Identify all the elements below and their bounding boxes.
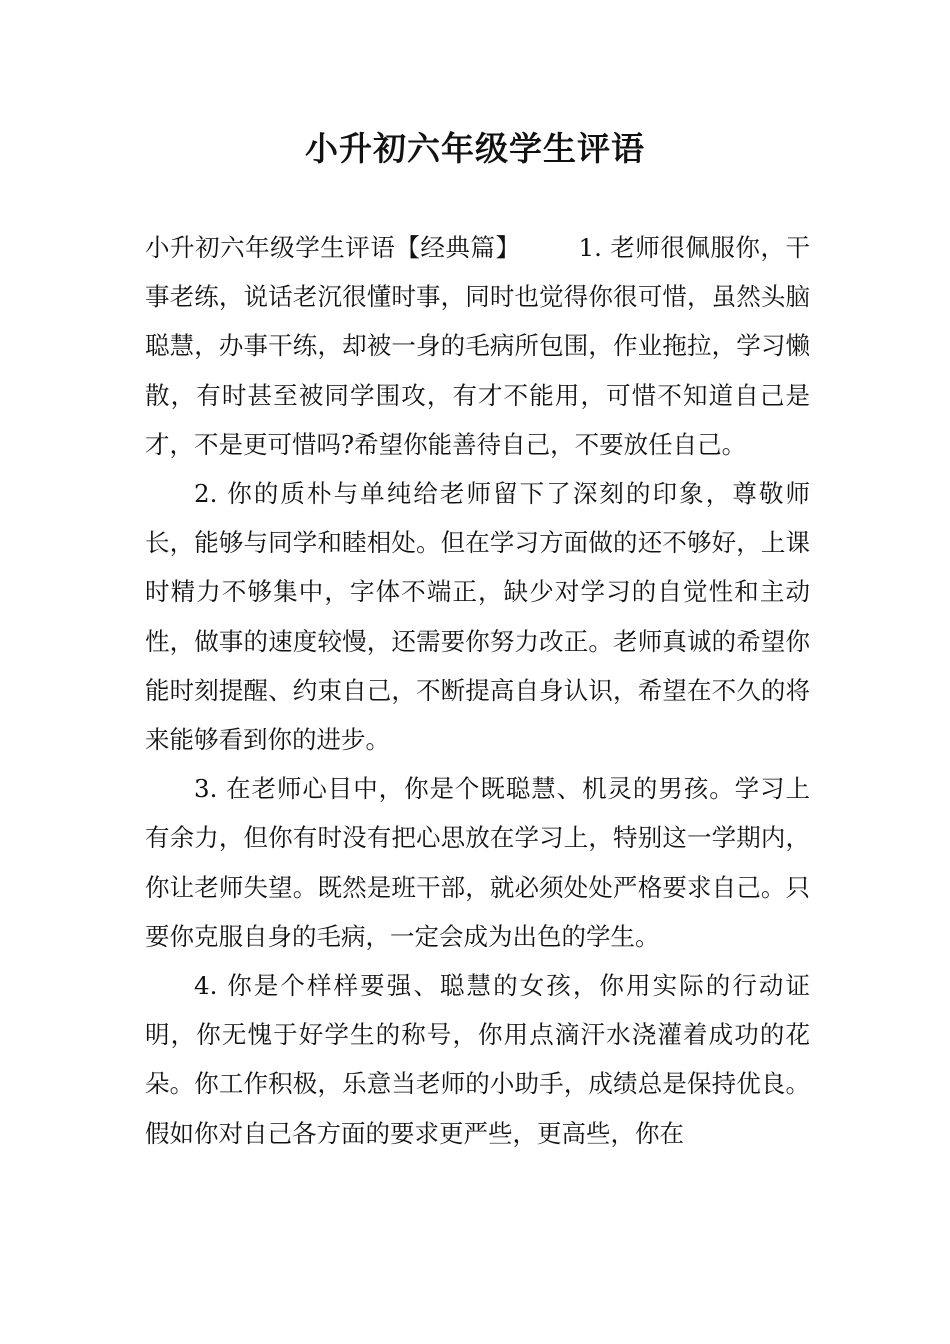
- paragraph-3: 3. 在老师心目中，你是个既聪慧、机灵的男孩。学习上有余力，但你有时没有把心思放在学习上，特别这一学期内，你让老师失望。既然是班干部，就必须处处严格要求自己。只要你克服自身的毛病，一定会成为出色的学生。: [145, 774, 810, 951]
- document-title: 小升初六年级学生评语: [305, 129, 645, 168]
- paragraph-2: 2. 你的质朴与单纯给老师留下了深刻的印象，尊敬师长，能够与同学和睦相处。但在学习方面做的还不够好，上课时精力不够集中，字体不端正，缺少对学习的自觉性和主动性，做事的速度较慢，还需要你努力改正。老师真诚的希望你能时刻提醒、约束自己，不断提高自身认识，希望在不久的将来能够看到你的进步。: [145, 479, 810, 755]
- paragraph-1: [145, 223, 810, 469]
- intro-heading: 小升初六年级学生评语【经典篇】: [145, 233, 521, 262]
- paragraph-4: 4. 你是个样样要强、聪慧的女孩，你用实际的行动证明，你无愧于好学生的称号，你用点滴汗水浇灌着成功的花朵。你工作积极，乐意当老师的小助手，成绩总是保持优良。假如你对自己各方面的要求更严些，更高些，你在: [145, 971, 810, 1148]
- document-body: [145, 223, 810, 1158]
- paragraph-1-text: 1. 老师很佩服你，干事老练，说话老沉很懂时事，同时也觉得你很可惜，虽然头脑聪慧，办事干练，却被一身的毛病所包围，作业拖拉，学习懒散，有时甚至被同学围攻，有才不能用，可惜不知道自己是才，不是更可惜吗?希望你能善待自己，不要放任自己。: [145, 233, 810, 459]
